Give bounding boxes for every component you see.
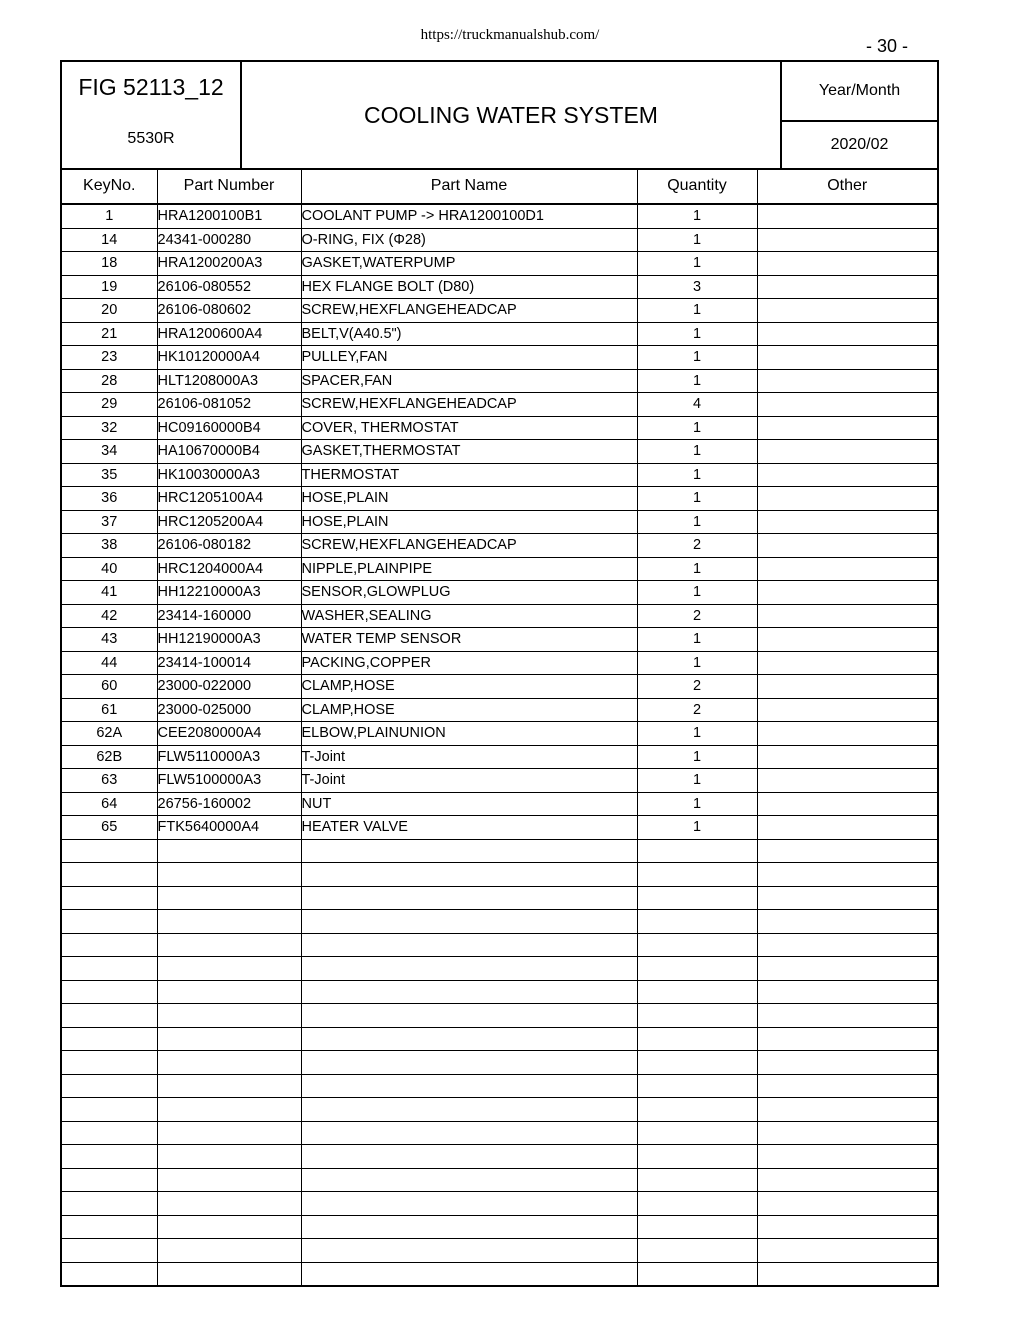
key-number-cell bbox=[61, 1239, 157, 1263]
key-number-cell: 61 bbox=[61, 698, 157, 722]
table-row bbox=[61, 1004, 938, 1028]
quantity-cell bbox=[637, 1192, 757, 1216]
other-cell bbox=[757, 1168, 938, 1192]
quantity-cell bbox=[637, 1262, 757, 1286]
part-number-cell bbox=[157, 1074, 301, 1098]
key-number-cell: 21 bbox=[61, 322, 157, 346]
part-number-cell bbox=[157, 1192, 301, 1216]
quantity-cell: 1 bbox=[637, 416, 757, 440]
table-row bbox=[61, 1121, 938, 1145]
key-number-cell bbox=[61, 1004, 157, 1028]
part-name-cell: BELT,V(A40.5") bbox=[301, 322, 637, 346]
table-row bbox=[61, 792, 938, 816]
table-row bbox=[61, 675, 938, 699]
part-number-cell: 23414-160000 bbox=[157, 604, 301, 628]
key-number-cell: 19 bbox=[61, 275, 157, 299]
table-row bbox=[61, 980, 938, 1004]
key-number-cell: 63 bbox=[61, 769, 157, 793]
part-name-cell: COVER, THERMOSTAT bbox=[301, 416, 637, 440]
quantity-cell: 1 bbox=[637, 816, 757, 840]
key-number-cell: 44 bbox=[61, 651, 157, 675]
quantity-cell bbox=[637, 1074, 757, 1098]
table-row bbox=[61, 933, 938, 957]
quantity-cell: 3 bbox=[637, 275, 757, 299]
key-number-cell: 18 bbox=[61, 252, 157, 276]
part-number-cell: 23000-025000 bbox=[157, 698, 301, 722]
column-header-other: Other bbox=[757, 168, 938, 204]
part-name-cell: HOSE,PLAIN bbox=[301, 510, 637, 534]
part-number-cell bbox=[157, 1004, 301, 1028]
part-number-cell: HRA1200100B1 bbox=[157, 204, 301, 228]
part-number-cell bbox=[157, 1098, 301, 1122]
year-month-value-cell bbox=[781, 121, 938, 169]
other-cell bbox=[757, 628, 938, 652]
key-number-cell: 60 bbox=[61, 675, 157, 699]
other-cell bbox=[757, 698, 938, 722]
part-name-cell: SCREW,HEXFLANGEHEADCAP bbox=[301, 534, 637, 558]
other-cell bbox=[757, 933, 938, 957]
other-cell bbox=[757, 322, 938, 346]
other-cell bbox=[757, 299, 938, 323]
key-number-cell bbox=[61, 1027, 157, 1051]
part-number-cell: 26756-160002 bbox=[157, 792, 301, 816]
table-row bbox=[61, 322, 938, 346]
quantity-cell: 1 bbox=[637, 487, 757, 511]
quantity-cell: 1 bbox=[637, 346, 757, 370]
part-name-cell: COOLANT PUMP -> HRA1200100D1 bbox=[301, 204, 637, 228]
part-name-cell bbox=[301, 1004, 637, 1028]
part-number-cell bbox=[157, 957, 301, 981]
key-number-cell: 23 bbox=[61, 346, 157, 370]
table-row bbox=[61, 581, 938, 605]
key-number-cell bbox=[61, 886, 157, 910]
part-number-cell: FLW5110000A3 bbox=[157, 745, 301, 769]
quantity-cell bbox=[637, 839, 757, 863]
other-cell bbox=[757, 651, 938, 675]
part-name-cell: O-RING, FIX (Φ28) bbox=[301, 228, 637, 252]
part-number-cell bbox=[157, 1168, 301, 1192]
parts-table-body bbox=[61, 204, 938, 1286]
page-number: - 30 - bbox=[866, 36, 909, 56]
other-cell bbox=[757, 1027, 938, 1051]
table-row bbox=[61, 698, 938, 722]
part-number-cell bbox=[157, 910, 301, 934]
part-number-cell bbox=[157, 1239, 301, 1263]
other-cell bbox=[757, 463, 938, 487]
part-number-cell: HK10030000A3 bbox=[157, 463, 301, 487]
other-cell bbox=[757, 675, 938, 699]
table-row bbox=[61, 369, 938, 393]
table-row bbox=[61, 839, 938, 863]
part-name-cell bbox=[301, 910, 637, 934]
other-cell bbox=[757, 487, 938, 511]
part-name-cell: T-Joint bbox=[301, 769, 637, 793]
part-number-cell: HH12190000A3 bbox=[157, 628, 301, 652]
figure-number: FIG 52113_12 bbox=[78, 74, 224, 100]
key-number-cell bbox=[61, 1098, 157, 1122]
part-number-cell: HK10120000A4 bbox=[157, 346, 301, 370]
key-number-cell: 41 bbox=[61, 581, 157, 605]
table-row bbox=[61, 299, 938, 323]
table-row bbox=[61, 252, 938, 276]
key-number-cell bbox=[61, 1262, 157, 1286]
table-row bbox=[61, 557, 938, 581]
part-number-cell: HRA1200600A4 bbox=[157, 322, 301, 346]
table-header-row bbox=[61, 168, 938, 204]
table-row bbox=[61, 1192, 938, 1216]
table-row bbox=[61, 628, 938, 652]
table-row bbox=[61, 1074, 938, 1098]
key-number-cell bbox=[61, 1192, 157, 1216]
quantity-cell: 1 bbox=[637, 252, 757, 276]
quantity-cell bbox=[637, 933, 757, 957]
part-number-cell bbox=[157, 1121, 301, 1145]
year-month-value: 2020/02 bbox=[830, 136, 889, 153]
other-cell bbox=[757, 1145, 938, 1169]
part-number-cell bbox=[157, 839, 301, 863]
key-number-cell: 14 bbox=[61, 228, 157, 252]
other-cell bbox=[757, 1004, 938, 1028]
part-name-cell bbox=[301, 1051, 637, 1075]
part-name-cell: HEX FLANGE BOLT (D80) bbox=[301, 275, 637, 299]
part-name-cell bbox=[301, 933, 637, 957]
table-row bbox=[61, 957, 938, 981]
key-number-cell: 37 bbox=[61, 510, 157, 534]
other-cell bbox=[757, 275, 938, 299]
part-name-cell bbox=[301, 1121, 637, 1145]
other-cell bbox=[757, 604, 938, 628]
key-number-cell: 36 bbox=[61, 487, 157, 511]
part-name-cell: GASKET,THERMOSTAT bbox=[301, 440, 637, 464]
table-row bbox=[61, 275, 938, 299]
part-number-cell bbox=[157, 933, 301, 957]
table-row bbox=[61, 910, 938, 934]
quantity-cell: 1 bbox=[637, 440, 757, 464]
table-row bbox=[61, 816, 938, 840]
other-cell bbox=[757, 1098, 938, 1122]
other-cell bbox=[757, 1121, 938, 1145]
quantity-cell bbox=[637, 1215, 757, 1239]
table-row bbox=[61, 1027, 938, 1051]
part-number-cell: 23414-100014 bbox=[157, 651, 301, 675]
part-number-cell: CEE2080000A4 bbox=[157, 722, 301, 746]
part-number-cell: HA10670000B4 bbox=[157, 440, 301, 464]
part-name-cell: HOSE,PLAIN bbox=[301, 487, 637, 511]
other-cell bbox=[757, 346, 938, 370]
quantity-cell bbox=[637, 957, 757, 981]
year-month-label-cell bbox=[781, 61, 938, 121]
quantity-cell: 1 bbox=[637, 228, 757, 252]
model-number: 5530R bbox=[127, 130, 175, 147]
quantity-cell: 1 bbox=[637, 463, 757, 487]
column-header-quantity: Quantity bbox=[637, 168, 757, 204]
table-row bbox=[61, 722, 938, 746]
part-number-cell: 23000-022000 bbox=[157, 675, 301, 699]
part-number-cell: HRC1204000A4 bbox=[157, 557, 301, 581]
quantity-cell: 1 bbox=[637, 722, 757, 746]
key-number-cell bbox=[61, 1168, 157, 1192]
table-row bbox=[61, 534, 938, 558]
key-number-cell: 65 bbox=[61, 816, 157, 840]
quantity-cell: 2 bbox=[637, 698, 757, 722]
table-row bbox=[61, 440, 938, 464]
quantity-cell bbox=[637, 1121, 757, 1145]
other-cell bbox=[757, 440, 938, 464]
quantity-cell: 4 bbox=[637, 393, 757, 417]
quantity-cell bbox=[637, 980, 757, 1004]
quantity-cell bbox=[637, 1027, 757, 1051]
table-row bbox=[61, 346, 938, 370]
other-cell bbox=[757, 369, 938, 393]
quantity-cell: 2 bbox=[637, 604, 757, 628]
key-number-cell bbox=[61, 980, 157, 1004]
figure-header bbox=[60, 60, 939, 170]
quantity-cell bbox=[637, 1098, 757, 1122]
part-name-cell bbox=[301, 1215, 637, 1239]
part-name-cell bbox=[301, 1027, 637, 1051]
part-name-cell bbox=[301, 1239, 637, 1263]
part-number-cell: 26106-081052 bbox=[157, 393, 301, 417]
part-name-cell: SCREW,HEXFLANGEHEADCAP bbox=[301, 393, 637, 417]
other-cell bbox=[757, 769, 938, 793]
table-row bbox=[61, 463, 938, 487]
part-name-cell: SPACER,FAN bbox=[301, 369, 637, 393]
key-number-cell bbox=[61, 933, 157, 957]
quantity-cell: 1 bbox=[637, 651, 757, 675]
parts-table bbox=[60, 168, 939, 1287]
part-name-cell: GASKET,WATERPUMP bbox=[301, 252, 637, 276]
title-cell bbox=[241, 61, 781, 169]
table-row bbox=[61, 487, 938, 511]
table-row bbox=[61, 886, 938, 910]
key-number-cell: 40 bbox=[61, 557, 157, 581]
part-name-cell bbox=[301, 1168, 637, 1192]
other-cell bbox=[757, 557, 938, 581]
other-cell bbox=[757, 910, 938, 934]
part-name-cell: NUT bbox=[301, 792, 637, 816]
part-name-cell bbox=[301, 1262, 637, 1286]
table-row bbox=[61, 651, 938, 675]
part-name-cell bbox=[301, 1192, 637, 1216]
part-name-cell bbox=[301, 980, 637, 1004]
other-cell bbox=[757, 1192, 938, 1216]
part-name-cell: SENSOR,GLOWPLUG bbox=[301, 581, 637, 605]
other-cell bbox=[757, 886, 938, 910]
key-number-cell: 42 bbox=[61, 604, 157, 628]
table-row bbox=[61, 1215, 938, 1239]
quantity-cell: 1 bbox=[637, 299, 757, 323]
quantity-cell: 1 bbox=[637, 745, 757, 769]
quantity-cell bbox=[637, 886, 757, 910]
key-number-cell bbox=[61, 863, 157, 887]
part-name-cell: WATER TEMP SENSOR bbox=[301, 628, 637, 652]
table-row bbox=[61, 228, 938, 252]
table-row bbox=[61, 1239, 938, 1263]
key-number-cell: 62B bbox=[61, 745, 157, 769]
part-number-cell: FLW5100000A3 bbox=[157, 769, 301, 793]
part-name-cell: ELBOW,PLAINUNION bbox=[301, 722, 637, 746]
key-number-cell: 35 bbox=[61, 463, 157, 487]
part-number-cell bbox=[157, 1051, 301, 1075]
part-number-cell bbox=[157, 1262, 301, 1286]
part-name-cell bbox=[301, 957, 637, 981]
page-title: COOLING WATER SYSTEM bbox=[364, 101, 658, 128]
key-number-cell: 29 bbox=[61, 393, 157, 417]
source-url: https://truckmanualshub.com/ bbox=[420, 27, 600, 43]
part-number-cell: 24341-000280 bbox=[157, 228, 301, 252]
key-number-cell: 62A bbox=[61, 722, 157, 746]
table-row bbox=[61, 1098, 938, 1122]
other-cell bbox=[757, 1051, 938, 1075]
part-number-cell: HRC1205200A4 bbox=[157, 510, 301, 534]
part-name-cell: CLAMP,HOSE bbox=[301, 675, 637, 699]
other-cell bbox=[757, 1215, 938, 1239]
key-number-cell bbox=[61, 1051, 157, 1075]
other-cell bbox=[757, 1074, 938, 1098]
other-cell bbox=[757, 816, 938, 840]
key-number-cell bbox=[61, 1145, 157, 1169]
part-number-cell: HH12210000A3 bbox=[157, 581, 301, 605]
quantity-cell bbox=[637, 1168, 757, 1192]
part-name-cell bbox=[301, 1074, 637, 1098]
part-name-cell bbox=[301, 1145, 637, 1169]
other-cell bbox=[757, 957, 938, 981]
column-header-part-name: Part Name bbox=[301, 168, 637, 204]
part-number-cell: HLT1208000A3 bbox=[157, 369, 301, 393]
part-number-cell: 26106-080182 bbox=[157, 534, 301, 558]
quantity-cell bbox=[637, 910, 757, 934]
other-cell bbox=[757, 745, 938, 769]
key-number-cell: 32 bbox=[61, 416, 157, 440]
table-row bbox=[61, 204, 938, 228]
other-cell bbox=[757, 393, 938, 417]
other-cell bbox=[757, 204, 938, 228]
quantity-cell bbox=[637, 863, 757, 887]
table-row bbox=[61, 1262, 938, 1286]
part-name-cell: PULLEY,FAN bbox=[301, 346, 637, 370]
other-cell bbox=[757, 1262, 938, 1286]
key-number-cell: 64 bbox=[61, 792, 157, 816]
part-number-cell bbox=[157, 1215, 301, 1239]
part-name-cell: HEATER VALVE bbox=[301, 816, 637, 840]
part-name-cell: SCREW,HEXFLANGEHEADCAP bbox=[301, 299, 637, 323]
part-name-cell bbox=[301, 886, 637, 910]
other-cell bbox=[757, 416, 938, 440]
key-number-cell: 38 bbox=[61, 534, 157, 558]
quantity-cell: 1 bbox=[637, 628, 757, 652]
part-number-cell bbox=[157, 886, 301, 910]
part-number-cell bbox=[157, 863, 301, 887]
key-number-cell: 1 bbox=[61, 204, 157, 228]
part-name-cell: PACKING,COPPER bbox=[301, 651, 637, 675]
part-number-cell: 26106-080552 bbox=[157, 275, 301, 299]
quantity-cell: 1 bbox=[637, 369, 757, 393]
part-name-cell bbox=[301, 839, 637, 863]
quantity-cell bbox=[637, 1145, 757, 1169]
other-cell bbox=[757, 228, 938, 252]
other-cell bbox=[757, 722, 938, 746]
part-number-cell: HRC1205100A4 bbox=[157, 487, 301, 511]
other-cell bbox=[757, 510, 938, 534]
quantity-cell: 2 bbox=[637, 675, 757, 699]
quantity-cell bbox=[637, 1004, 757, 1028]
key-number-cell: 43 bbox=[61, 628, 157, 652]
part-name-cell: NIPPLE,PLAINPIPE bbox=[301, 557, 637, 581]
part-number-cell: FTK5640000A4 bbox=[157, 816, 301, 840]
part-name-cell: T-Joint bbox=[301, 745, 637, 769]
other-cell bbox=[757, 839, 938, 863]
key-number-cell bbox=[61, 1074, 157, 1098]
part-number-cell bbox=[157, 1027, 301, 1051]
table-row bbox=[61, 416, 938, 440]
quantity-cell: 1 bbox=[637, 510, 757, 534]
quantity-cell: 1 bbox=[637, 322, 757, 346]
year-month-label: Year/Month bbox=[818, 82, 901, 99]
table-row bbox=[61, 510, 938, 534]
key-number-cell bbox=[61, 1215, 157, 1239]
table-row bbox=[61, 769, 938, 793]
table-row bbox=[61, 1145, 938, 1169]
other-cell bbox=[757, 1239, 938, 1263]
key-number-cell bbox=[61, 1121, 157, 1145]
part-name-cell bbox=[301, 1098, 637, 1122]
part-number-cell bbox=[157, 1145, 301, 1169]
table-row bbox=[61, 1051, 938, 1075]
table-row bbox=[61, 745, 938, 769]
table-row bbox=[61, 604, 938, 628]
key-number-cell: 34 bbox=[61, 440, 157, 464]
part-name-cell: THERMOSTAT bbox=[301, 463, 637, 487]
quantity-cell: 1 bbox=[637, 204, 757, 228]
table-row bbox=[61, 393, 938, 417]
figure-id-cell bbox=[61, 61, 241, 169]
quantity-cell: 1 bbox=[637, 792, 757, 816]
other-cell bbox=[757, 252, 938, 276]
column-header-part-number: Part Number bbox=[157, 168, 301, 204]
part-number-cell: 26106-080602 bbox=[157, 299, 301, 323]
other-cell bbox=[757, 534, 938, 558]
quantity-cell bbox=[637, 1239, 757, 1263]
part-name-cell: CLAMP,HOSE bbox=[301, 698, 637, 722]
quantity-cell bbox=[637, 1051, 757, 1075]
other-cell bbox=[757, 581, 938, 605]
part-number-cell bbox=[157, 980, 301, 1004]
part-number-cell: HC09160000B4 bbox=[157, 416, 301, 440]
key-number-cell bbox=[61, 957, 157, 981]
key-number-cell bbox=[61, 839, 157, 863]
quantity-cell: 2 bbox=[637, 534, 757, 558]
part-number-cell: HRA1200200A3 bbox=[157, 252, 301, 276]
quantity-cell: 1 bbox=[637, 581, 757, 605]
key-number-cell: 20 bbox=[61, 299, 157, 323]
table-row bbox=[61, 1168, 938, 1192]
key-number-cell bbox=[61, 910, 157, 934]
part-name-cell: WASHER,SEALING bbox=[301, 604, 637, 628]
other-cell bbox=[757, 863, 938, 887]
quantity-cell: 1 bbox=[637, 557, 757, 581]
other-cell bbox=[757, 980, 938, 1004]
part-name-cell bbox=[301, 863, 637, 887]
column-header-keyno: KeyNo. bbox=[61, 168, 157, 204]
table-row bbox=[61, 863, 938, 887]
other-cell bbox=[757, 792, 938, 816]
quantity-cell: 1 bbox=[637, 769, 757, 793]
key-number-cell: 28 bbox=[61, 369, 157, 393]
